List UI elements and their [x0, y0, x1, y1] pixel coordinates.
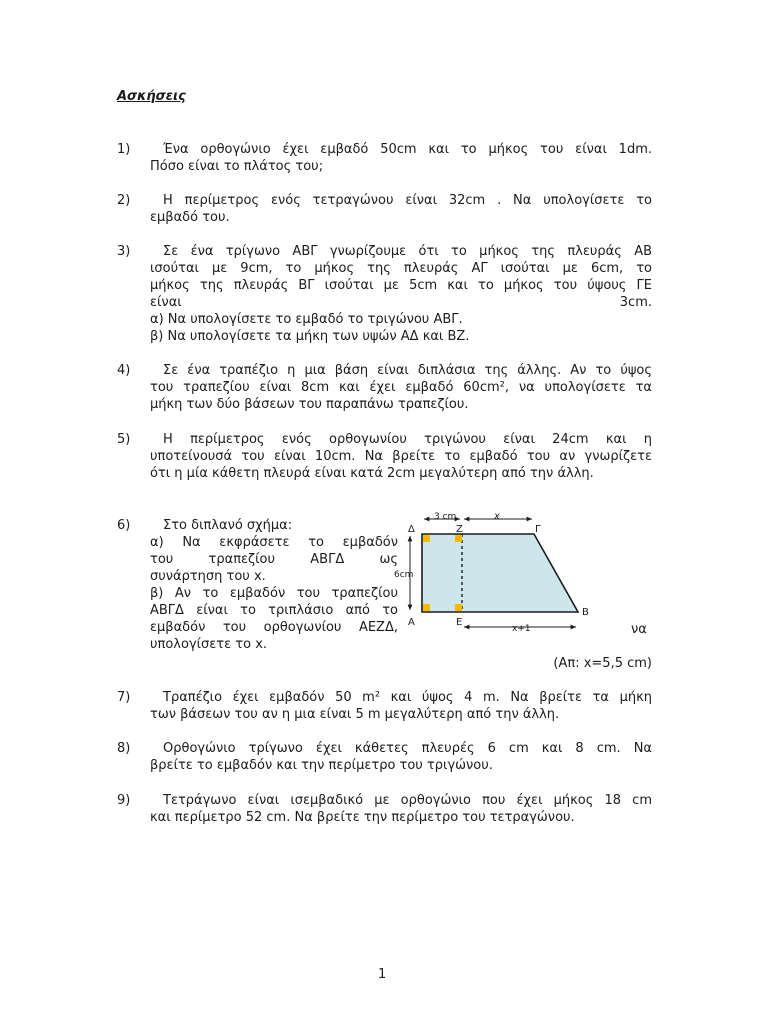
exercise-line: α) Να υπολογίσετε το εμβαδό το τριγώνου ΑΒΓ. — [150, 312, 463, 327]
exercise-number: 4) — [117, 363, 131, 378]
vertex-d: Δ — [408, 524, 415, 535]
exercise-7 — [117, 689, 652, 723]
label-top-right: x — [494, 511, 500, 522]
exercise-line: και περίμετρο 52 cm. Να βρείτε την περίμετρο του τετραγώνου. — [150, 810, 575, 825]
vertex-g: Γ — [535, 524, 541, 535]
vertex-a: Α — [408, 617, 415, 628]
exercise-line: β) Αν το εμβαδόν του τραπεζίου — [150, 586, 398, 601]
exercise-line: ισούται με 9cm, το μήκος της πλευράς ΑΓ ισούται με 6cm, το — [150, 261, 652, 276]
right-angle-marker — [455, 604, 462, 611]
exercise-9 — [117, 792, 652, 826]
exercise-number: 3) — [117, 244, 131, 259]
exercise-line: Σε ένα τρίγωνο ΑΒΓ γνωρίζουμε ότι το μήκος της πλευράς ΑΒ — [163, 244, 652, 259]
exercise-number: 1) — [117, 142, 131, 157]
exercise-line: Ένα ορθογώνιο έχει εμβαδό 50cm και το μήκος του είναι 1dm. — [163, 142, 652, 157]
exercise-6 — [117, 511, 652, 677]
exercise-line: α) Να εκφράσετε το εμβαδόν — [150, 535, 398, 550]
exercise-number: 7) — [117, 690, 131, 705]
exercise-line: ΑΒΓΔ είναι το τριπλάσιο από το — [150, 603, 398, 618]
exercise-line: είναι 3cm. — [150, 295, 652, 310]
page-number: 1 — [378, 967, 387, 982]
exercise-line: υπολογίσετε το x. — [150, 637, 268, 652]
exercise-line: Σε ένα τραπέζιο η μια βάση είναι διπλάσια της άλλης. Αν το ύψος — [163, 363, 652, 378]
exercise-line: εμβαδόν του ορθογωνίου ΑΕΖΔ, — [150, 620, 398, 635]
exercise-3 — [117, 243, 652, 345]
exercise-line: Στο διπλανό σχήμα: — [163, 518, 293, 533]
trailing-word: να — [631, 622, 647, 637]
exercise-line: του τραπεζίου ΑΒΓΔ ως — [150, 552, 398, 567]
exercise-line: ότι η μία κάθετη πλευρά είναι κατά 2cm μεγαλύτερη από την άλλη. — [150, 466, 594, 481]
exercise-line: των βάσεων του αν η μια είναι 5 m μεγαλύτερη από την άλλη. — [150, 707, 560, 722]
exercise-line: Η περίμετρος ενός ορθογωνίου τριγώνου είναι 24cm και η — [163, 432, 652, 447]
page-title: Ασκήσεις — [117, 89, 186, 104]
answer-text: (Απ: x=5,5 cm) — [553, 656, 652, 671]
label-bottom: x+1 — [512, 624, 531, 634]
exercise-8 — [117, 740, 652, 774]
right-angle-marker — [455, 535, 462, 542]
exercise-line: Η περίμετρος ενός τετραγώνου είναι 32cm . Να υπολογίσετε το — [163, 193, 652, 208]
vertex-e: Ε — [456, 617, 463, 628]
exercise-number: 9) — [117, 793, 131, 808]
exercise-number: 5) — [117, 432, 131, 447]
exercise-line: μήκη των δύο βάσεων του παραπάνω τραπεζίου. — [150, 397, 469, 412]
exercise-line: εμβαδό του. — [150, 210, 230, 225]
exercise-4 — [117, 362, 652, 413]
label-top-left: 3 cm — [434, 512, 457, 522]
exercise-line: Τετράγωνο είναι ισεμβαδικό με ορθογώνιο που έχει μήκος 18 cm — [163, 793, 652, 808]
exercise-line: βρείτε το εμβαδόν και την περίμετρο του τριγώνου. — [150, 758, 493, 773]
exercise-1 — [117, 141, 652, 175]
vertex-b: Β — [582, 607, 589, 618]
exercise-line: Τραπέζιο έχει εμβαδόν 50 m² και ύψος 4 m. Να βρείτε τα μήκη — [163, 690, 652, 705]
exercise-2 — [117, 192, 652, 226]
exercise-number: 8) — [117, 741, 131, 756]
exercise-line: Πόσο είναι το πλάτος του; — [150, 159, 324, 174]
exercise-line: υποτείνουσά του είναι 10cm. Να βρείτε το εμβαδό του αν γνωρίζετε — [150, 449, 652, 464]
right-angle-marker — [423, 604, 430, 611]
exercise-line: μήκος της πλευράς ΒΓ ισούται με 5cm και το μήκος του ύψους ΓΕ — [150, 278, 652, 293]
label-left: 6cm — [394, 570, 414, 580]
exercise-number: 6) — [117, 518, 131, 533]
exercise-number: 2) — [117, 193, 131, 208]
exercise-line: Ορθογώνιο τρίγωνο έχει κάθετες πλευρές 6 cm και 8 cm. Να — [163, 741, 652, 756]
exercise-line: συνάρτηση του x. — [150, 569, 266, 584]
exercise-line: β) Να υπολογίσετε τα μήκη των υψών ΑΔ και ΒΖ. — [150, 329, 470, 344]
trapezoid-shape — [422, 534, 578, 612]
vertex-z: Z — [456, 524, 463, 535]
exercise-5 — [117, 431, 652, 482]
right-angle-marker — [423, 535, 430, 542]
trapezoid-figure — [394, 509, 634, 639]
exercise-line: του τραπεζίου είναι 8cm και έχει εμβαδό 60cm², να υπολογίσετε τα — [150, 380, 652, 395]
